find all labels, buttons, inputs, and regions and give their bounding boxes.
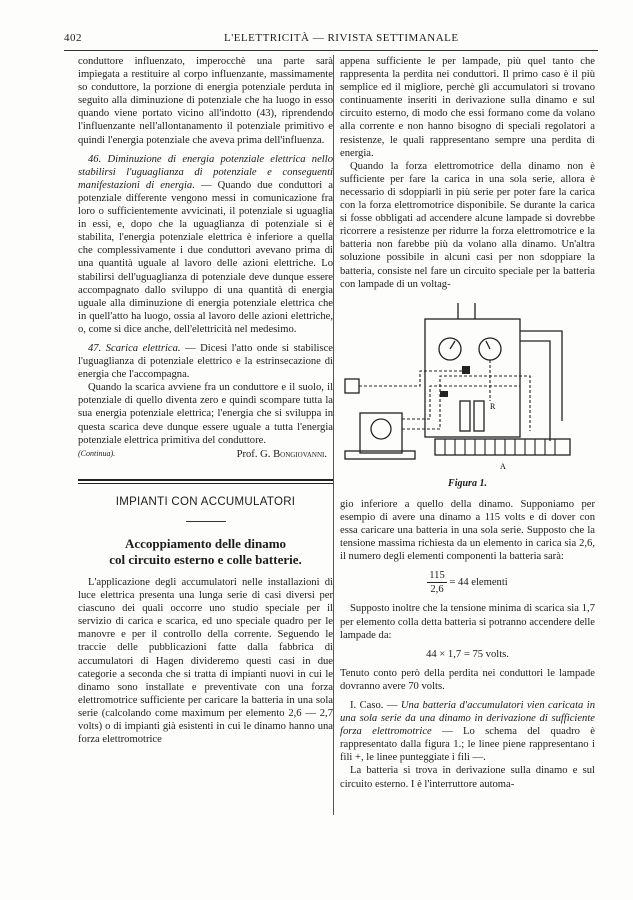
section-heading-47: 47. Scarica elettrica.: [88, 342, 181, 354]
paragraph: L'applicazione degli accumulatori nelle installazioni di luce elettrica presenta una lunga serie di casi diversi per ciascuno dei quali occorre uno studio speciale per il servizio di carica e scarica, ed uno speciale quadro per le manovre e per il controllo della corrente. Seguendo le traccie delle pubblicazioni fatte dalla fabbrica di accumulatori di Hagen divideremo questi casi in due categorie a seconda che si tratta di impianti nuovi in cui le dinamo sono installate e preventivate con una forza elettromotrice sufficiente per caricare la batteria in una sola serie (calcolando come maximum per elemento 2,6 — 2,7 volts) o di impianti già esistenti in cui le dinamo hanno una forza elettromotrice: [78, 577, 333, 746]
right-column: [340, 55, 595, 791]
running-header: [64, 30, 598, 51]
formula-elements: $\frac{115}{2,6}$ = 44 elementi: [429, 570, 508, 596]
figure-caption: Figura 1.: [448, 477, 487, 489]
article-title: Accoppiamento delle dinamo col circuito esterno e colle batterie.: [109, 536, 302, 567]
fraction: $\frac{115}{2,6}$: [429, 570, 445, 596]
section-title: IMPIANTI CON ACCUMULATORI: [115, 495, 296, 508]
paragraph-47: 47. Scarica elettrica. — Dicesi l'atto onde si stabilisce l'uguaglianza di potenziale elettrico e la estrinsecazione di energia che l'accompagna.: [78, 342, 333, 381]
author-signature: Prof. G. Bongiovanni.: [236, 448, 327, 460]
paragraph: La batteria si trova in derivazione sulla dinamo e sul circuito esterno. I è l'interruttore automa-: [340, 765, 595, 790]
paragraph: Quando la scarica avviene fra un conduttore e il suolo, il potenziale di quello diventa zero e quindi scompare tutta la sua energia potenziale elettrica; l'energia che si sviluppa in questa scarica deve dunque essere uguale a tutta l'energia potenziale elettrica primitiva del conduttore.: [78, 382, 333, 446]
paragraph: Tenuto conto però della perdita nei conduttori le lampade dovranno avere 70 volts.: [340, 667, 595, 692]
formula-volts: 44 × 1,7 = 75 volts.: [426, 648, 509, 660]
continua-note: (Continua).: [78, 448, 116, 458]
left-column: [78, 55, 333, 746]
paragraph: Quando la forza elettromotrice della dinamo non è sufficiente per fare la carica in una sola serie, allora è necessario di sdoppiarli in più serie per poter fare la carica con la forza elettromotrice disponibile. Se durante la carica si fosse obbligati ad accendere alcune lampade si dovrebbe ricorrere a resistenze per ridurre la forza elettromotrice e la batteria non farebbe più da volano alla dinamo. Un'altra soluzione possibile in alcuni casi per non sdoppiare la batteria, consiste nel fare un circuito speciale per la batteria con lampade di un voltag-: [340, 160, 595, 290]
page-number: 402: [64, 32, 82, 44]
paragraph: appena sufficiente le per lampade, più quel tanto che rappresenta la perdita nei conduttori. Il primo caso è il più semplice ed il migliore, perchè gli accumulatori si trovano continuamente inseriti in derivazione sulla dinamo e sul circuito esterno, di modo che essi formano come da volano alla corrente e non hanno bisogno di speciali regolatori a resistenze, le quali rappresentano sempre una perdita di energia.: [340, 56, 595, 159]
figure-label-a: A: [500, 461, 506, 471]
circuit-diagram: [340, 301, 595, 473]
column-rule: [333, 55, 334, 815]
paragraph-case-1: I. Caso. — Una batteria d'accumulatori vien caricata in una sola serie da una dinamo in derivazione di sufficiente forza elettromotrice — Lo schema del quadro è rappresentato dalla figura 1.; le linee piene rappresentano i fili +, le linee punteggiate i fili —.: [340, 700, 595, 764]
running-title: L'ELETTRICITÀ — RIVISTA SETTIMANALE: [224, 32, 459, 44]
paragraph: Supposto inoltre che la tensione minima di scarica sia 1,7 per elemento colla detta batteria si potranno accendere delle lampade da:: [340, 603, 595, 641]
section-heading-46: 46. Diminuzione di energia potenziale elettrica nello stabilirsi l'uguaglianza di potenziale e conseguenti manifestazioni di energia.: [78, 153, 333, 191]
section-divider: [78, 479, 333, 484]
figure-label-r: R: [490, 401, 496, 411]
paragraph: conduttore influenzato, imperocchè una parte sarà impiegata a restituire al corpo influenzante, massimamente so conduttore, la porzione di energia potenziale perduta in seguito alla diminuzione di potenziale che ha luogo in esso quando viene portato vicino all'indotto (43), riprendendo l'influenzante nell'allontanamento il potenziale primitivo e quindi l'energia potenziale che aveva prima dell'influenza.: [78, 56, 333, 146]
short-divider: [186, 521, 226, 522]
paragraph: gio inferiore a quello della dinamo. Supponiamo per esempio di avere una dinamo a 115 volts e di dover con essa caricare una batteria in una sola serie. Supposto che la tensione massima richiesta da un elemento in carica sia 2,6, il numero degli elementi componenti la batteria sarà:: [340, 498, 595, 563]
circuit-diagram-figure: [340, 301, 595, 473]
paragraph-46: 46. Diminuzione di energia potenziale elettrica nello stabilirsi l'uguaglianza di potenziale e conseguenti manifestazioni di energia. — Quando due conduttori a potenziale differente vengono messi in comunicazione fra loro o sufficientemente avvicinati, il potenziale si uguaglia in essi, e, dopo che la uguaglianza di potenziale si è stabilita, l'energia potenziale elettrica è inferiore a quella che complessivamente i due conduttori avevano prima di una quantità uguale al lavoro delle azioni elettriche. Lo stabilirsi dell'uguaglianza di potenziale deve dunque essere accompagnato dallo sviluppo di una quantità di energia uguale alla diminuzione di energia potenziale elettrica che in quell'atto ha luogo, ossia al lavoro delle azioni elettriche, o, come si dice anche, dell'elettricità nel medesimo.: [78, 153, 334, 335]
